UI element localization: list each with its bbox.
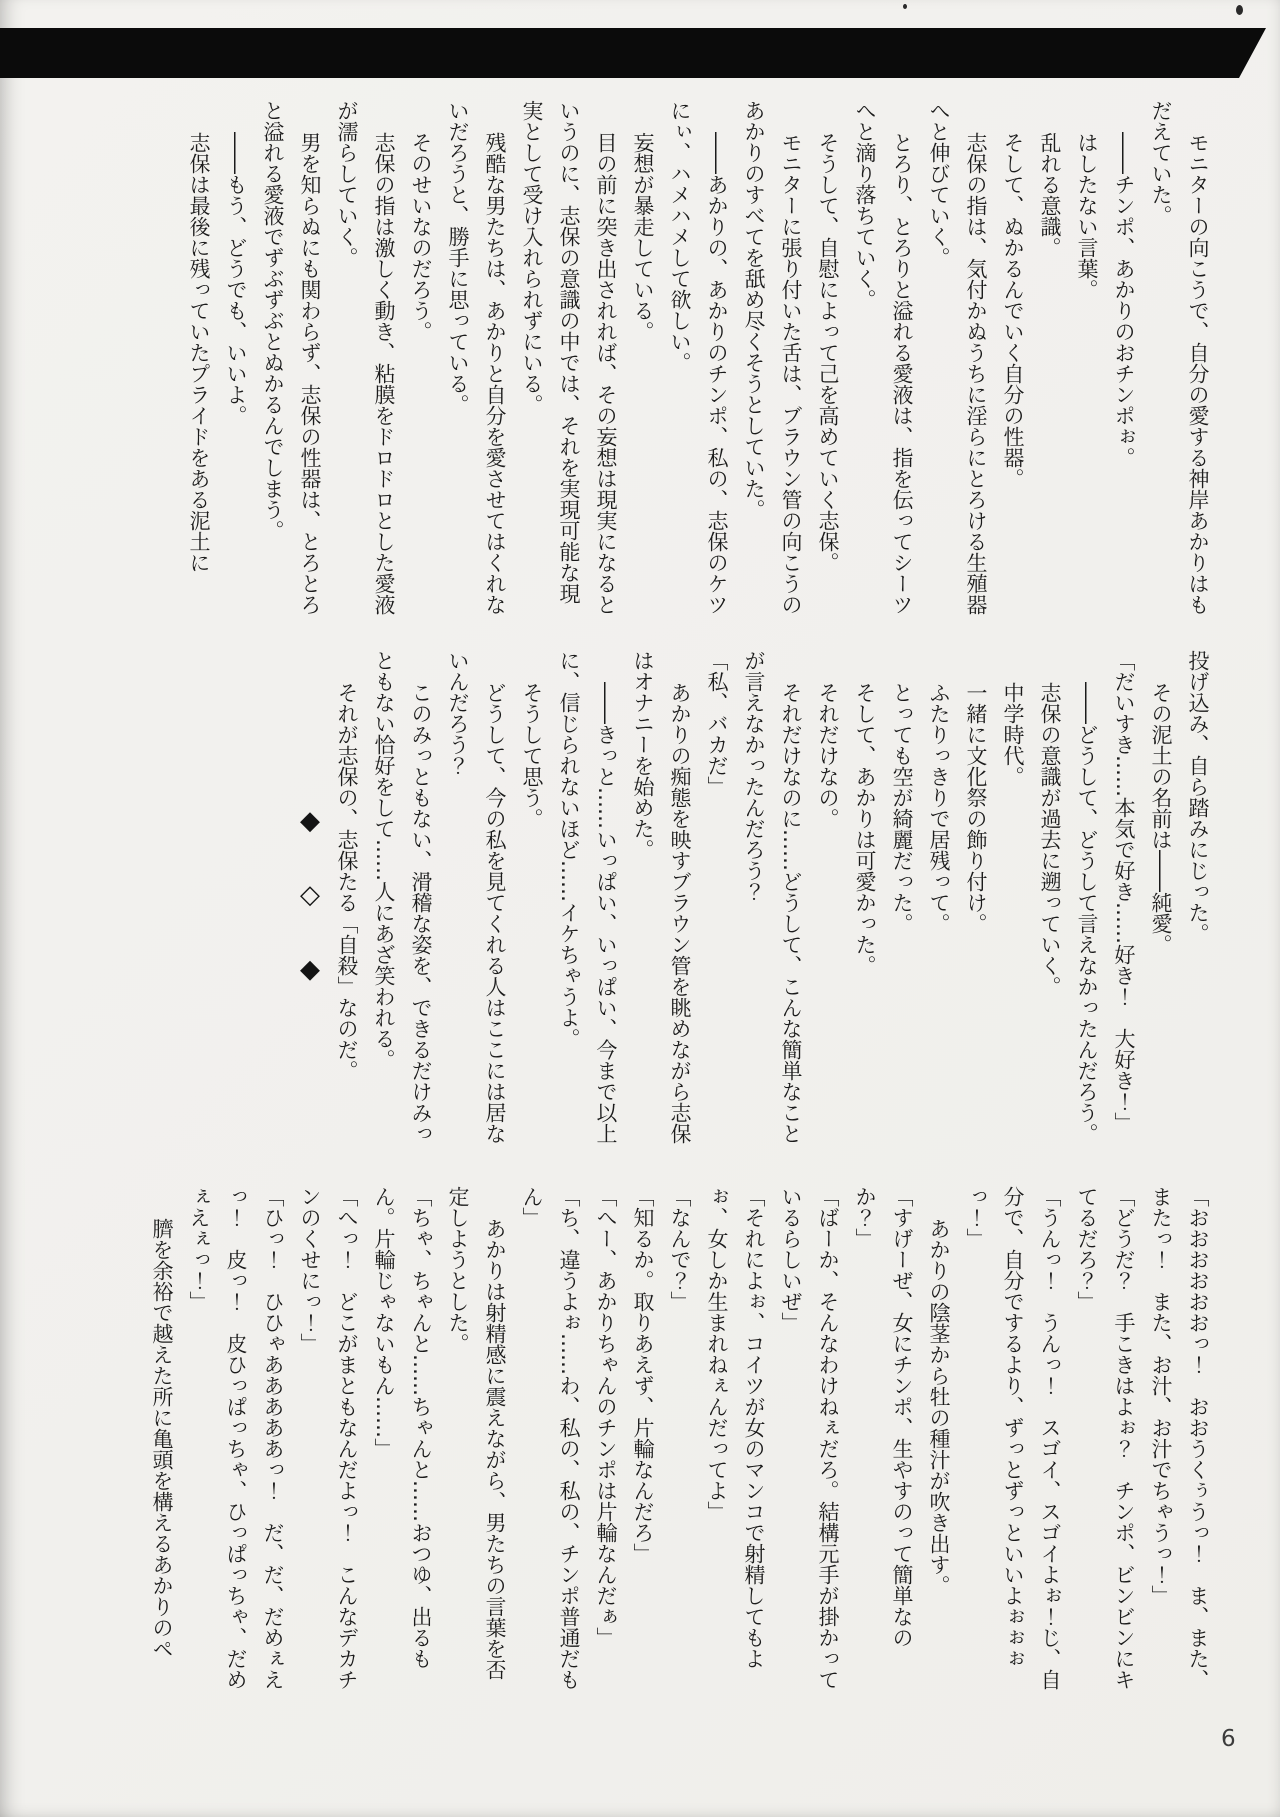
paragraph: モニターの向こうで、自分の愛する神岸あかりはもだえていた。 bbox=[1149, 100, 1210, 615]
paragraph: ――チンポ、あかりのおチンポぉ。 bbox=[1112, 131, 1136, 468]
text-section-1 bbox=[70, 100, 1216, 624]
paragraph: そうして、自慰によって己を高めていく志保。 bbox=[816, 131, 840, 573]
paragraph: ――もう、どうでも、いいよ。 bbox=[224, 131, 248, 426]
paragraph: ――あかりの、あかりのチンポ、私の、志保のケツにぃ、ハメハメして欲しい。 bbox=[668, 100, 729, 615]
paragraph: 中学時代。 bbox=[1001, 681, 1025, 787]
paragraph: 投げ込み、自ら踏みにじった。 bbox=[1186, 650, 1210, 944]
paragraph: このみっともない、滑稽な姿を、できるだけみっともない恰好をして……人にあざ笑われる。 bbox=[372, 650, 433, 1144]
paragraph: それだけなのに……どうして、こんな簡単なことが言えなかったんだろう？ bbox=[742, 650, 803, 1144]
paragraph: 目の前に突き出されれば、その妄想は現実になるというのに、志保の意識の中では、それを実現可能な現実として受け入れられずにいる。 bbox=[520, 100, 618, 615]
paragraph: 「へー、あかりちゃんのチンポは片輪なんだぁ」 bbox=[594, 1186, 618, 1648]
paragraph: ――どうして、どうして言えなかったんだろう。 bbox=[1075, 681, 1099, 1144]
paragraph: 乱れる意識。 bbox=[1038, 131, 1062, 258]
scan-speck bbox=[903, 4, 907, 9]
paragraph: 「私、バカだ」 bbox=[705, 650, 729, 797]
paragraph: 志保の意識が過去に遡っていく。 bbox=[1038, 681, 1062, 997]
paragraph: 「それによぉ、コイツが女のマンコで射精してもよぉ、女しか生まれねぇんだってよ」 bbox=[705, 1186, 766, 1669]
scene-separator: ◆ ◇ ◆ bbox=[295, 806, 325, 994]
paragraph: そして、ぬかるんでいく自分の性器。 bbox=[1001, 131, 1025, 489]
paragraph: 男を知らぬにも関わらず、志保の性器は、とろとろと溢れる愛液でずぶずぶとぬかるんでしまう。 bbox=[261, 100, 322, 615]
paragraph: 妄想が暴走している。 bbox=[631, 131, 655, 342]
paragraph: 「ばーか、そんなわけねぇだろ。結構元手が掛かっているらしいぜ」 bbox=[779, 1186, 840, 1690]
paragraph: あかりの痴態を映すブラウン管を眺めながら志保はオナニーを始めた。 bbox=[631, 650, 692, 1144]
paragraph: あかりは射精感に震えながら、男たちの言葉を否定しようとした。 bbox=[446, 1186, 507, 1680]
paragraph: 一緒に文化祭の飾り付け。 bbox=[964, 681, 988, 934]
paragraph: 「すげーぜ、女にチンポ、生やすのって簡単なのか？」 bbox=[853, 1186, 914, 1648]
paragraph: 残酷な男たちは、あかりと自分を愛させてはくれないだろうと、勝手に思っている。 bbox=[446, 100, 507, 615]
text-section-2 bbox=[70, 650, 1216, 1158]
page-number: 6 bbox=[1221, 1726, 1236, 1752]
text-section-3 bbox=[70, 1186, 1216, 1700]
paragraph: とっても空が綺麗だった。 bbox=[890, 681, 914, 934]
paragraph: 志保の指は、気付かぬうちに淫らにとろける生殖器へと伸びていく。 bbox=[927, 100, 988, 615]
paragraph: その泥土の名前は――純愛。 bbox=[1149, 681, 1173, 955]
paragraph: 志保の指は激しく動き、粘膜をドロドロとした愛液が濡らしていく。 bbox=[335, 100, 396, 615]
paragraph: 「だいすき……本気で好き……好き！ 大好き！」 bbox=[1112, 650, 1136, 1133]
paragraph: あかりの陰茎から牡の種汁が吹き出す。 bbox=[927, 1217, 951, 1596]
paragraph: そして、あかりは可愛かった。 bbox=[853, 681, 877, 976]
paragraph: ふたりっきりで居残って。 bbox=[927, 681, 951, 934]
paragraph: 「うんっ！ うんっ！ スゴイ、スゴイよぉ！じ、自分で、自分でするより、ずっとずっといいよぉぉぉっ！」 bbox=[964, 1186, 1062, 1690]
paragraph: ――きっと……いっぱい、いっぱい、今まで以上に、信じられないほど……イケちゃうよ。 bbox=[557, 650, 618, 1144]
paragraph: 「どうだ？ 手こきはよぉ？ チンポ、ビンビンにキてるだろ？」 bbox=[1075, 1186, 1136, 1690]
scan-speck bbox=[1236, 5, 1243, 15]
paragraph: 「ちゃ、ちゃんと……ちゃんと……おつゆ、出るもん。片輪じゃないもん……」 bbox=[372, 1186, 433, 1669]
header-black-bar bbox=[0, 28, 1266, 78]
paragraph: 「知るか。取りあえず、片輪なんだろ」 bbox=[631, 1186, 655, 1564]
paragraph: 「おおおおおおっ！ おおうくぅうっ！ ま、また、またっ！ また、お汁、お汁でちゃうっ！」 bbox=[1149, 1186, 1210, 1690]
paragraph: 志保は最後に残っていたプライドをある泥土に bbox=[187, 131, 211, 573]
paragraph: 「なんで？」 bbox=[668, 1186, 692, 1312]
paragraph: どうして、今の私を見てくれる人はここには居ないんだろう？ bbox=[446, 650, 507, 1144]
paragraph: モニターに張り付いた舌は、ブラウン管の向こうのあかりのすべてを舐め尽くそうとしていた。 bbox=[742, 100, 803, 615]
paragraph: とろり、とろりと溢れる愛液は、指を伝ってシーツへと滴り落ちていく。 bbox=[853, 100, 914, 615]
paragraph: それだけなの。 bbox=[816, 681, 840, 829]
paragraph: そのせいなのだろう。 bbox=[409, 131, 433, 342]
paragraph: はしたない言葉。 bbox=[1075, 131, 1099, 300]
paragraph: 「ひっ！ ひひゃあああああっ！ だ、だ、だめぇえっ！ 皮っ！ 皮ひっぱっちゃ、ひっぱっちゃ、だめぇえぇっ！」 bbox=[187, 1186, 285, 1690]
paragraph: そうして思う。 bbox=[520, 681, 544, 829]
paragraph: 「へっ！ どこがまともなんだよっ！ こんなデカチンのくせにっ！」 bbox=[298, 1186, 359, 1690]
paragraph: それが志保の、志保たる「自殺」なのだ。 bbox=[335, 681, 359, 1081]
paragraph: 「ち、違うよぉ……わ、私の、私の、チンポ普通だもん」 bbox=[520, 1186, 581, 1690]
paragraph: 臍を余裕で越えた所に亀頭を構えるあかりのペ bbox=[150, 1217, 174, 1659]
